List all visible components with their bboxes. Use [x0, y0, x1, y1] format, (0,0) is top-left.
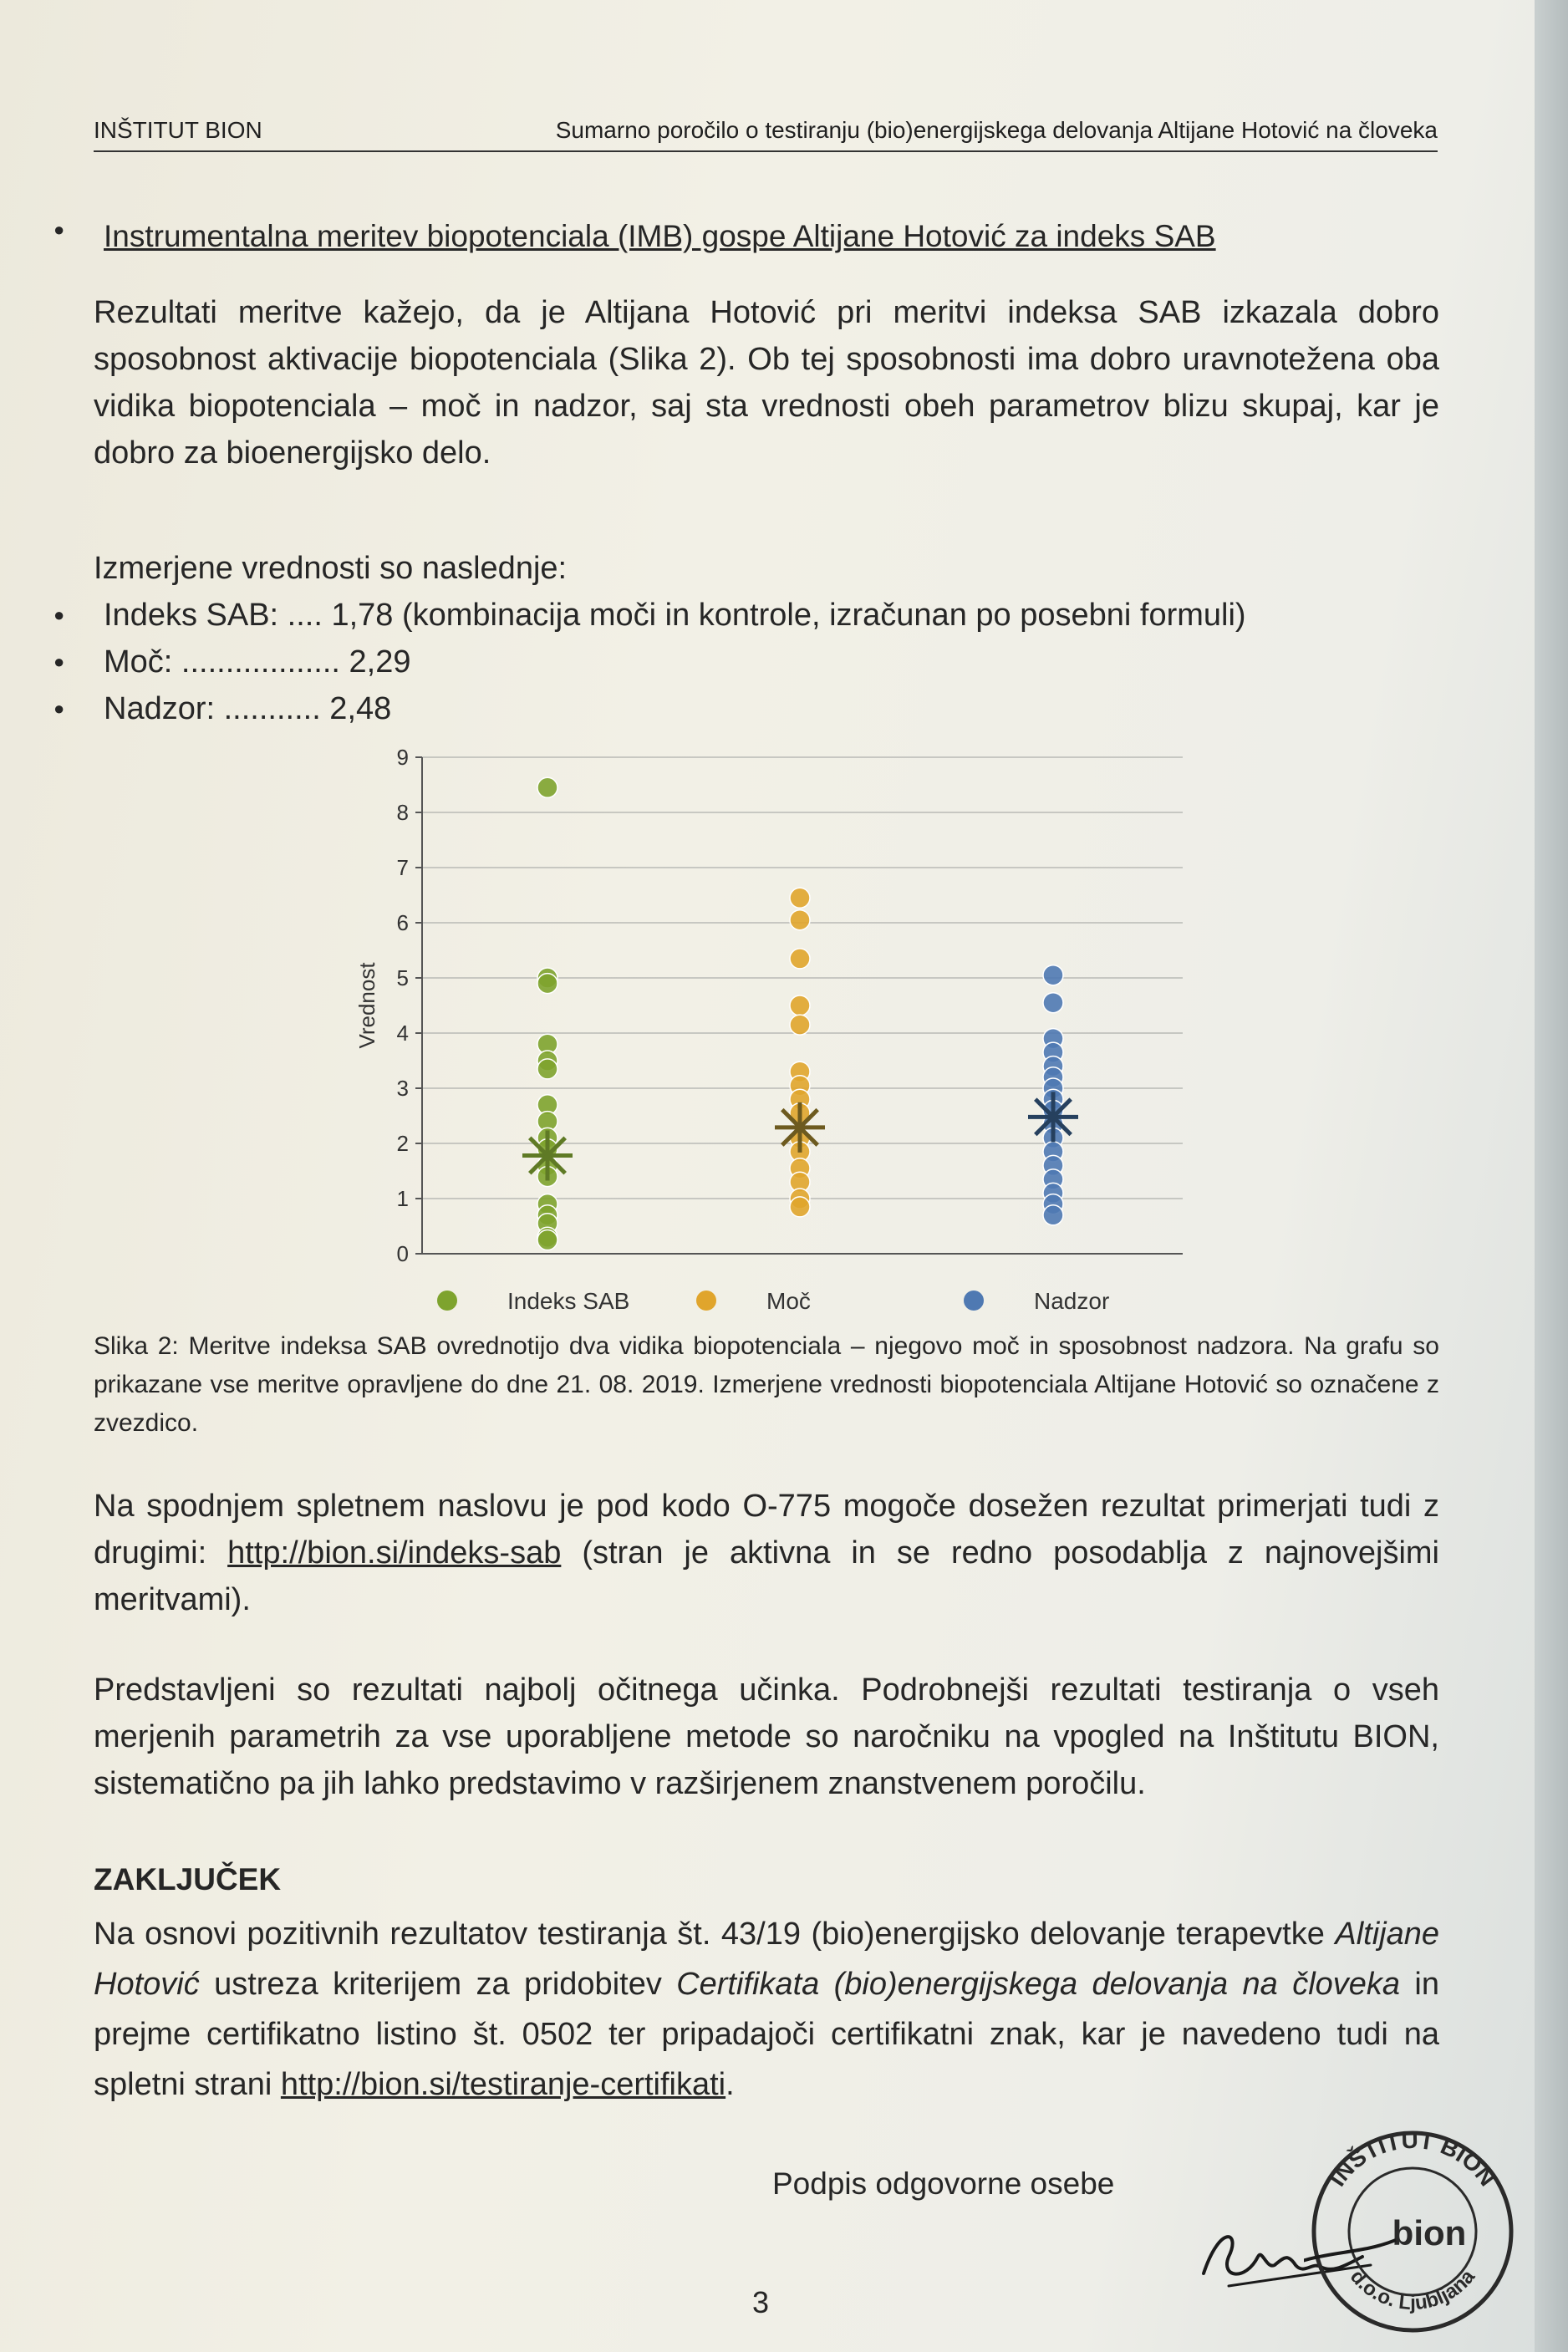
chart-svg: [334, 736, 1204, 1337]
legend-marker: [964, 1291, 984, 1311]
data-point: [537, 1059, 557, 1079]
page-number: 3: [752, 2285, 770, 2319]
legend-label: Nadzor: [1034, 1288, 1110, 1314]
link-paragraph-text: Na spodnjem spletnem naslovu je pod kodo O-775 mogoče dosežen rezultat primerjati tudi z drugimi:: [94, 1489, 1439, 1571]
link-paragraph-tail: (stran je aktivna in se redno posodablja z najnovejšimi meritvami).: [94, 1535, 1439, 1617]
data-point: [790, 949, 810, 969]
svg-text:bion: bion: [1392, 2213, 1467, 2253]
conclusion-text-4: .: [725, 2067, 735, 2102]
value-indeks-sab: [0, 592, 1246, 639]
svg-text:d.o.o. Ljubljana: d.o.o. Ljubljana: [1345, 2265, 1480, 2315]
y-tick-label: 6: [396, 910, 409, 935]
value-indeks-sab-text: Indeks SAB: .... 1,78 (kombinacija moči in kontrole, izračunan po posebni formuli): [104, 598, 1246, 633]
data-point: [790, 1015, 810, 1035]
signature-label: Podpis odgovorne osebe: [772, 2166, 1115, 2201]
therapist-name: Altijane Hotović: [94, 1917, 1439, 2002]
institute-stamp: [1304, 2123, 1521, 2340]
page-edge: [1535, 0, 1568, 2352]
conclusion-text-1: Na osnovi pozitivnih rezultatov testiranja št. 43/19 (bio)energijsko delovanje terapevtke: [94, 1917, 1336, 1952]
legend-label: Moč: [766, 1288, 811, 1314]
svg-text:INŠTITUT BION: INŠTITUT BION: [1323, 2126, 1501, 2192]
conclusion-heading: ZAKLJUČEK: [94, 1862, 282, 1896]
data-point: [790, 1197, 810, 1217]
value-nadzor-text: Nadzor: ........... 2,48: [104, 691, 392, 726]
value-nadzor: [0, 685, 1246, 732]
legend-marker: [696, 1291, 716, 1311]
data-point: [790, 995, 810, 1016]
data-point: [537, 974, 557, 994]
y-tick-label: 5: [396, 965, 409, 990]
section-title: Instrumentalna meritev biopotenciala (IMB) gospe Altijane Hotović za indeks SAB: [104, 219, 1216, 253]
sab-chart: [334, 736, 1204, 1337]
data-point: [537, 777, 557, 797]
values-block: [94, 545, 1246, 732]
results-paragraph: Rezultati meritve kažejo, da je Altijana Hotović pri meritvi indeksa SAB izkazala dobro sposobnost aktivacije biopotenciala (Slika 2). Ob tej sposobnosti ima dobro uravnotežena oba vidika biopotenciala – moč in nadzor, saj sta vrednosti obeh parametrov blizu skupaj, kar je dobro za bioenergijsko delo.: [94, 295, 1439, 471]
values-intro: Izmerjene vrednosti so naslednje:: [94, 551, 568, 586]
certificate-name: Certifikata (bio)energijskega delovanja na človeka: [676, 1967, 1401, 2002]
y-tick-label: 9: [396, 745, 409, 770]
y-tick-label: 0: [396, 1241, 409, 1266]
y-tick-label: 4: [396, 1021, 409, 1046]
header-institute: INŠTITUT BION: [94, 117, 262, 143]
conclusion-paragraph: [94, 1909, 1439, 2110]
legend-marker: [437, 1291, 457, 1311]
page-header: [94, 117, 1438, 152]
data-point: [1043, 1205, 1063, 1225]
y-tick-label: 2: [396, 1131, 409, 1156]
highlight-star: [775, 1102, 825, 1153]
y-axis-label: Vrednost: [354, 962, 379, 1049]
certificates-link[interactable]: http://bion.si/testiranje-certifikati: [280, 2067, 726, 2102]
data-point: [1043, 993, 1063, 1013]
y-tick-label: 8: [396, 800, 409, 825]
y-tick-label: 1: [396, 1186, 409, 1211]
data-point: [1043, 965, 1063, 985]
data-point: [537, 1230, 557, 1250]
indeks-sab-link[interactable]: http://bion.si/indeks-sab: [227, 1535, 562, 1571]
value-moc: [0, 639, 1246, 685]
y-tick-label: 7: [396, 855, 409, 880]
section-title-list: [94, 219, 1216, 254]
conclusion-text-3: in prejme certifikatno listino št. 0502 ter pripadajoči certifikatni znak, kar je navedeno tudi na spletni strani: [94, 1967, 1439, 2102]
link-paragraph: [94, 1483, 1439, 1623]
data-point: [790, 888, 810, 908]
legend-label: Indeks SAB: [507, 1288, 630, 1314]
conclusion-text-2: ustreza kriterijem za pridobitev: [199, 1967, 677, 2002]
value-moc-text: Moč: .................. 2,29: [104, 644, 411, 680]
summary-paragraph: Predstavljeni so rezultati najbolj očitnega učinka. Podrobnejši rezultati testiranja o vseh merjenih parametrih za vse uporabljene metode so naročniku na vpogled na Inštitutu BION, sistematično pa jih lahko predstavimo v razširjenem znanstvenem poročilu.: [94, 1672, 1439, 1801]
header-report-title: Sumarno poročilo o testiranju (bio)energijskega delovanja Altijane Hotović na človeka: [555, 117, 1438, 143]
data-point: [790, 910, 810, 930]
y-tick-label: 3: [396, 1076, 409, 1101]
highlight-star: [1028, 1092, 1078, 1142]
figure-caption: Slika 2: Meritve indeksa SAB ovrednotijo dva vidika biopotenciala – njegovo moč in sposobnost nadzora. Na grafu so prikazane vse meritve opravljene do dne 21. 08. 2019. Izmerjene vrednosti biopotenciala Altijane Hotović so označene z zvezdico.: [94, 1332, 1439, 1437]
highlight-star: [522, 1131, 573, 1181]
section-title-item: [0, 219, 1216, 254]
values-list: [0, 592, 1246, 732]
